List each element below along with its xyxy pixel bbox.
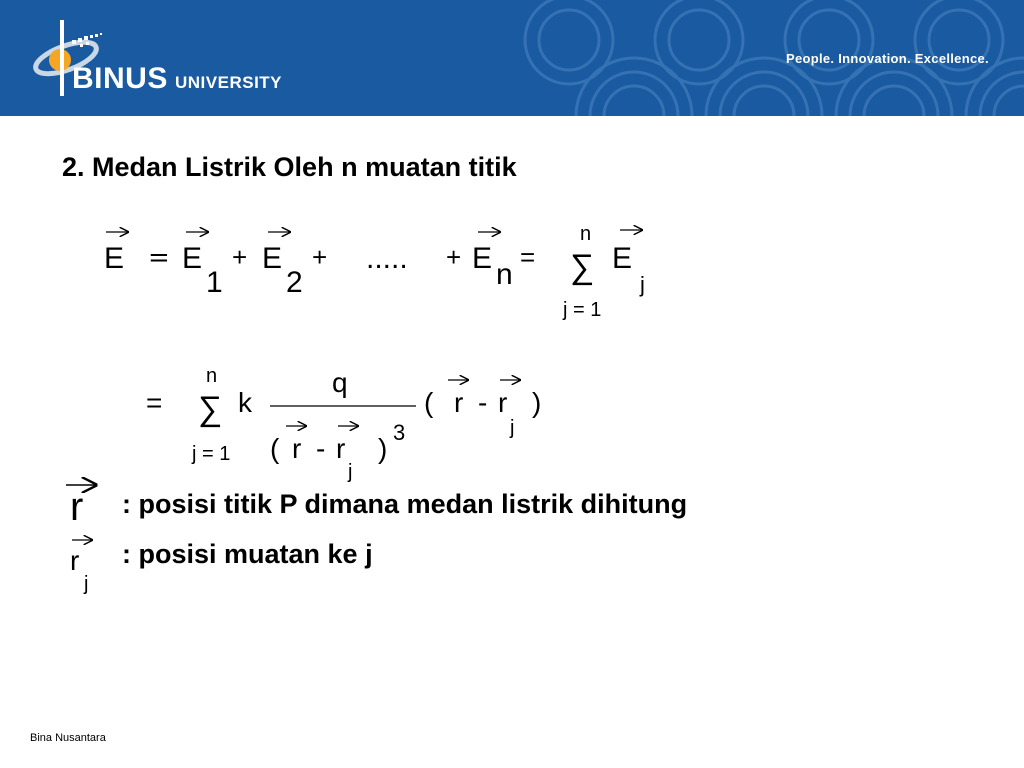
eq1-subn: n — [496, 258, 513, 291]
eq2-vec-r: r — [454, 387, 464, 418]
eq1-plus2: + — [312, 242, 328, 272]
footer-text: Bina Nusantara — [30, 732, 106, 744]
eq2-sum-lower: j = 1 — [192, 443, 231, 465]
eq2-den-close: ) — [378, 433, 388, 464]
slide-title: 2. Medan Listrik Oleh n muatan titik — [62, 152, 517, 182]
eq1-sub2: 2 — [286, 266, 303, 299]
eq2-numerator: q — [332, 367, 348, 398]
equation-1 — [0, 210, 700, 330]
eq2-den-open: ( — [270, 433, 280, 464]
eq1-E2: E — [262, 242, 283, 275]
eq1-equals: = — [148, 243, 170, 273]
legend-rj-symbol: r — [70, 545, 80, 576]
eq2-den-minus: - — [316, 433, 326, 464]
eq2-den-r: r — [292, 433, 302, 464]
tagline: People. Innovation. Excellence. — [786, 51, 989, 66]
eq1-E: E — [104, 242, 125, 275]
brand-suffix: UNIVERSITY — [175, 73, 283, 92]
slide-header — [0, 0, 1024, 116]
eq1-sum-lower: j = 1 — [563, 299, 602, 321]
eq1-sum-symbol: ∑ — [570, 248, 595, 286]
legend-symbols — [60, 470, 120, 600]
eq2-vec-minus: - — [478, 387, 488, 418]
legend-r-symbol: r — [70, 485, 84, 529]
eq1-sub1: 1 — [206, 266, 223, 299]
eq1-plus1: + — [232, 242, 248, 272]
legend-rj-text: : posisi muatan ke j — [122, 539, 373, 569]
eq1-dots: ..... — [366, 242, 408, 275]
eq2-vec-rj: r — [498, 387, 508, 418]
eq1-En: E — [472, 242, 493, 275]
eq1-Ej: E — [612, 242, 633, 275]
eq2-den-sub: j — [348, 461, 353, 483]
eq2-sum-upper: n — [206, 365, 218, 387]
eq1-subj: j — [640, 272, 645, 297]
eq2-sum-symbol: ∑ — [198, 390, 223, 428]
legend-rj-subscript: j — [84, 573, 89, 595]
eq2-equals: = — [146, 387, 163, 418]
eq1-E1: E — [182, 242, 203, 275]
brand-name: BINUS — [72, 62, 168, 95]
legend-r-text: : posisi titik P dimana medan listrik dihitung — [122, 489, 688, 519]
eq2-k: k — [238, 387, 252, 418]
eq2-vec-close: ) — [532, 387, 542, 418]
eq1-plus3: + — [446, 242, 462, 272]
eq2-vec-open: ( — [424, 387, 434, 418]
eq1-equals2: = — [520, 242, 536, 272]
eq1-sum-upper: n — [580, 223, 592, 245]
eq2-vec-sub: j — [510, 417, 515, 439]
eq2-den-exp: 3 — [393, 420, 406, 445]
eq2-den-rj: r — [336, 433, 346, 464]
